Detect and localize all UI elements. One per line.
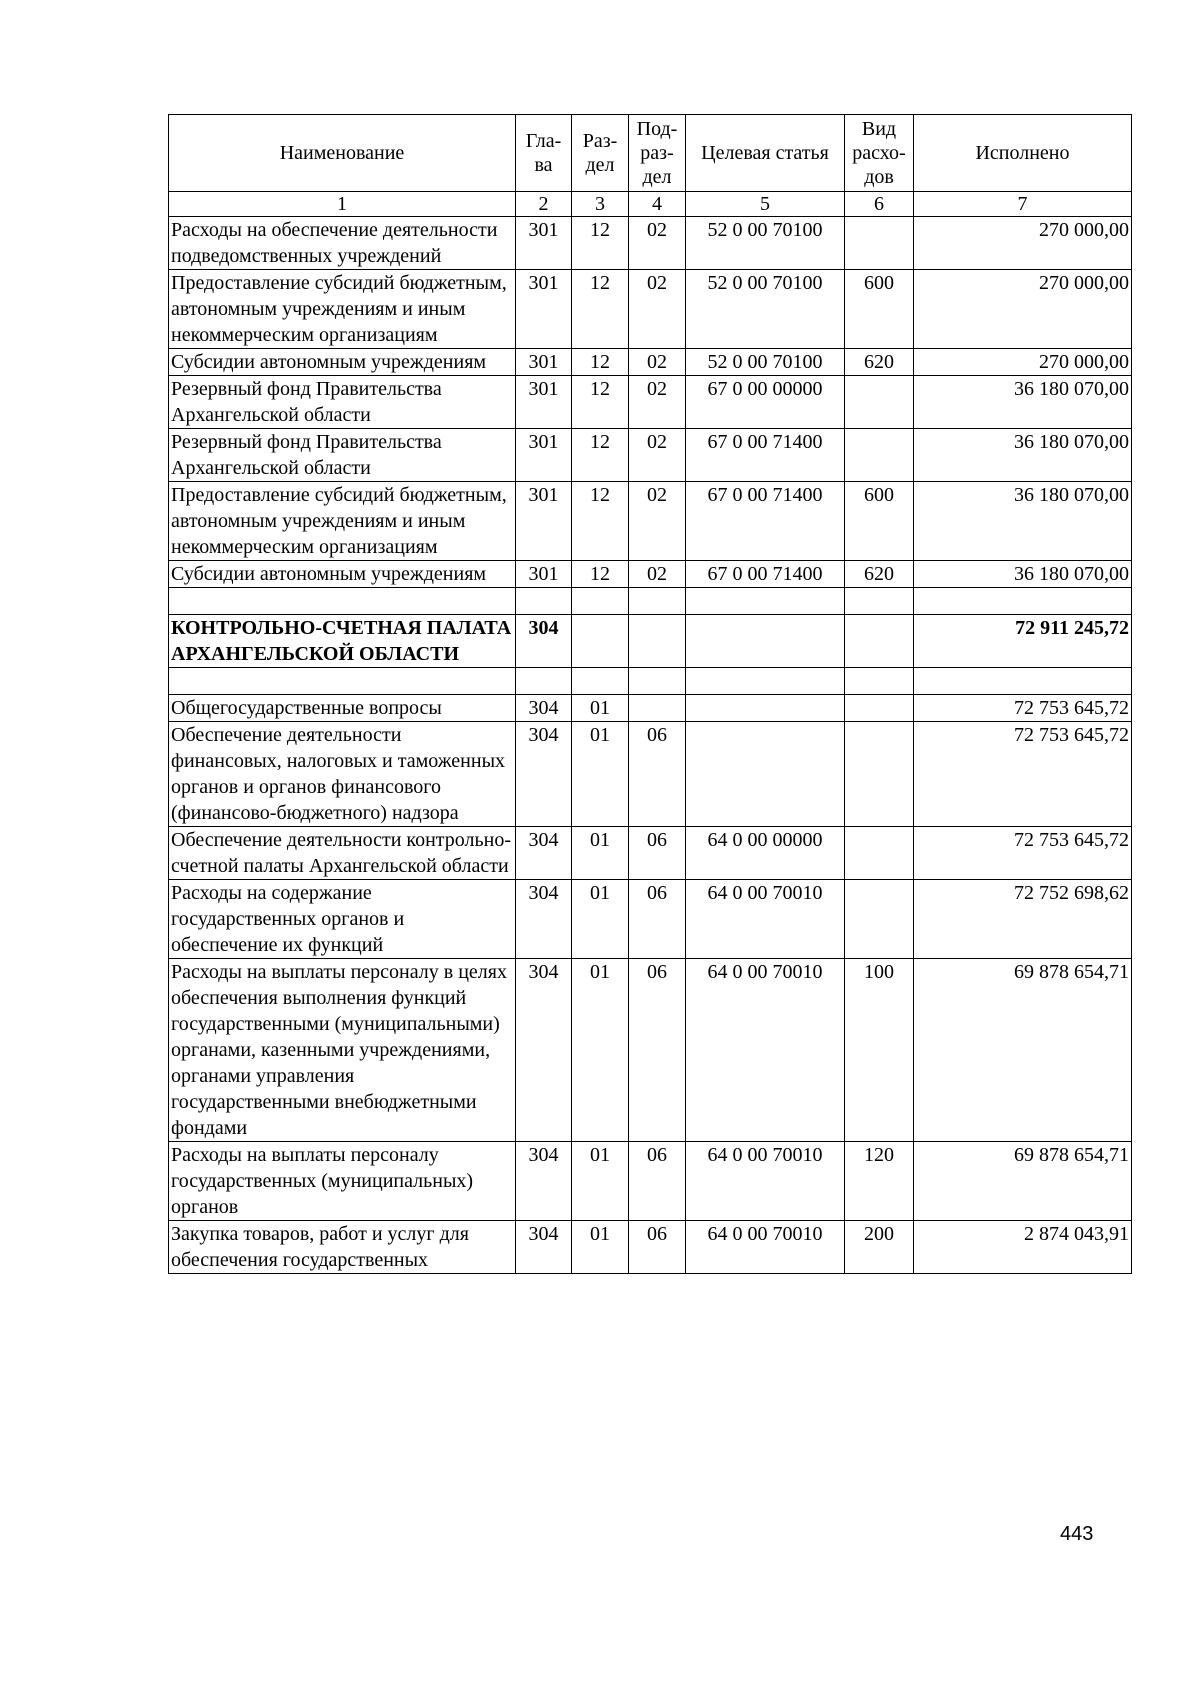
cell-subsection: 02 — [629, 429, 686, 482]
cell-name: Расходы на обеспечение деятельности подведомственных учреждений — [169, 217, 516, 270]
table-row — [169, 695, 1132, 722]
cell-chapter: 301 — [516, 482, 572, 561]
cell-section — [572, 615, 629, 668]
cell-name: КОНТРОЛЬНО-СЧЕТНАЯ ПАЛАТА АРХАНГЕЛЬСКОЙ ОБЛАСТИ — [169, 615, 516, 668]
column-number: 3 — [572, 192, 629, 217]
cell-target: 64 0 00 70010 — [686, 880, 845, 959]
cell-expense-type — [845, 668, 914, 695]
cell-section: 01 — [572, 880, 629, 959]
table-row — [169, 349, 1132, 376]
cell-chapter: 304 — [516, 695, 572, 722]
cell-executed — [914, 668, 1132, 695]
cell-subsection: 06 — [629, 880, 686, 959]
header-chapter-label: Гла- ва — [525, 130, 562, 176]
cell-target — [686, 615, 845, 668]
table-row — [169, 270, 1132, 349]
cell-chapter — [516, 588, 572, 615]
cell-name: Обеспечение деятельности контрольно-счетной палаты Архангельской области — [169, 827, 516, 880]
page-number: 443 — [1060, 1523, 1094, 1545]
cell-target: 64 0 00 70010 — [686, 1142, 845, 1221]
cell-executed: 36 180 070,00 — [914, 376, 1132, 429]
cell-target: 64 0 00 00000 — [686, 827, 845, 880]
cell-target: 52 0 00 70100 — [686, 349, 845, 376]
cell-section: 12 — [572, 349, 629, 376]
cell-name — [169, 588, 516, 615]
cell-target — [686, 588, 845, 615]
cell-executed: 72 753 645,72 — [914, 827, 1132, 880]
cell-expense-type — [845, 722, 914, 827]
cell-section: 12 — [572, 429, 629, 482]
cell-name: Расходы на выплаты персоналу государственных (муниципальных) органов — [169, 1142, 516, 1221]
cell-subsection: 02 — [629, 561, 686, 588]
table-row — [169, 722, 1132, 827]
cell-executed: 72 911 245,72 — [914, 615, 1132, 668]
cell-name: Резервный фонд Правительства Архангельской области — [169, 429, 516, 482]
cell-chapter: 301 — [516, 429, 572, 482]
cell-name: Расходы на содержание государственных органов и обеспечение их функций — [169, 880, 516, 959]
cell-expense-type: 600 — [845, 482, 914, 561]
header-expense-type-label: Вид расхо- дов — [852, 118, 906, 188]
table-row — [169, 880, 1132, 959]
column-number: 1 — [169, 192, 516, 217]
cell-name: Предоставление субсидий бюджетным, автономным учреждениям и иным некоммерческим организациям — [169, 270, 516, 349]
cell-chapter: 301 — [516, 561, 572, 588]
cell-section: 12 — [572, 376, 629, 429]
cell-chapter: 304 — [516, 1142, 572, 1221]
cell-section: 01 — [572, 1142, 629, 1221]
cell-chapter: 304 — [516, 722, 572, 827]
cell-name: Субсидии автономным учреждениям — [169, 561, 516, 588]
cell-expense-type — [845, 695, 914, 722]
column-number: 7 — [914, 192, 1132, 217]
cell-name: Общегосударственные вопросы — [169, 695, 516, 722]
table-row — [169, 615, 1132, 668]
cell-executed: 72 752 698,62 — [914, 880, 1132, 959]
cell-target: 67 0 00 71400 — [686, 429, 845, 482]
header-target: Целевая статья — [686, 115, 845, 192]
cell-subsection: 02 — [629, 376, 686, 429]
column-number: 2 — [516, 192, 572, 217]
header-subsection-label: Под- раз- дел — [636, 118, 678, 188]
cell-chapter: 301 — [516, 217, 572, 270]
cell-section — [572, 588, 629, 615]
column-number: 4 — [629, 192, 686, 217]
cell-section: 12 — [572, 561, 629, 588]
budget-table — [168, 114, 1132, 1274]
cell-chapter: 301 — [516, 349, 572, 376]
cell-subsection: 02 — [629, 349, 686, 376]
cell-chapter: 304 — [516, 880, 572, 959]
cell-executed: 2 874 043,91 — [914, 1221, 1132, 1274]
cell-chapter: 304 — [516, 615, 572, 668]
header-subsection — [629, 115, 686, 192]
cell-name: Субсидии автономным учреждениям — [169, 349, 516, 376]
cell-expense-type: 620 — [845, 349, 914, 376]
spacer-row — [169, 668, 1132, 695]
cell-executed — [914, 588, 1132, 615]
cell-section — [572, 668, 629, 695]
table-row — [169, 376, 1132, 429]
cell-executed: 36 180 070,00 — [914, 482, 1132, 561]
cell-section: 12 — [572, 270, 629, 349]
cell-name: Резервный фонд Правительства Архангельской области — [169, 376, 516, 429]
header-expense-type — [845, 115, 914, 192]
cell-name: Закупка товаров, работ и услуг для обеспечения государственных — [169, 1221, 516, 1274]
cell-expense-type: 600 — [845, 270, 914, 349]
cell-chapter: 304 — [516, 827, 572, 880]
cell-target: 52 0 00 70100 — [686, 217, 845, 270]
header-executed: Исполнено — [914, 115, 1132, 192]
cell-subsection — [629, 668, 686, 695]
cell-executed: 69 878 654,71 — [914, 959, 1132, 1142]
cell-subsection: 06 — [629, 1142, 686, 1221]
header-row — [169, 115, 1132, 192]
cell-expense-type — [845, 376, 914, 429]
cell-executed: 270 000,00 — [914, 270, 1132, 349]
cell-subsection — [629, 615, 686, 668]
header-chapter — [516, 115, 572, 192]
cell-target: 67 0 00 71400 — [686, 482, 845, 561]
cell-executed: 36 180 070,00 — [914, 561, 1132, 588]
cell-executed: 72 753 645,72 — [914, 722, 1132, 827]
cell-subsection: 06 — [629, 722, 686, 827]
cell-target: 67 0 00 71400 — [686, 561, 845, 588]
cell-expense-type: 620 — [845, 561, 914, 588]
table-row — [169, 1221, 1132, 1274]
table-row — [169, 429, 1132, 482]
cell-expense-type: 100 — [845, 959, 914, 1142]
cell-expense-type: 200 — [845, 1221, 914, 1274]
column-number: 5 — [686, 192, 845, 217]
cell-name: Расходы на выплаты персоналу в целях обеспечения выполнения функций государственными (муниципальными) органами, казенными учреждениями, органами управления государственными внебюджетными фондами — [169, 959, 516, 1142]
cell-subsection — [629, 695, 686, 722]
cell-executed: 36 180 070,00 — [914, 429, 1132, 482]
header-section-label: Раз- дел — [582, 130, 618, 176]
cell-expense-type — [845, 217, 914, 270]
cell-chapter: 301 — [516, 270, 572, 349]
cell-chapter — [516, 668, 572, 695]
table-row — [169, 1142, 1132, 1221]
cell-expense-type — [845, 880, 914, 959]
cell-target: 67 0 00 00000 — [686, 376, 845, 429]
header-name: Наименование — [169, 115, 516, 192]
cell-executed: 72 753 645,72 — [914, 695, 1132, 722]
cell-expense-type — [845, 827, 914, 880]
cell-name: Обеспечение деятельности финансовых, налоговых и таможенных органов и органов финансового (финансово-бюджетного) надзора — [169, 722, 516, 827]
cell-section: 01 — [572, 722, 629, 827]
cell-chapter: 304 — [516, 1221, 572, 1274]
cell-name: Предоставление субсидий бюджетным, автономным учреждениям и иным некоммерческим организациям — [169, 482, 516, 561]
cell-target: 52 0 00 70100 — [686, 270, 845, 349]
cell-name — [169, 668, 516, 695]
cell-chapter: 301 — [516, 376, 572, 429]
cell-expense-type — [845, 588, 914, 615]
cell-executed: 270 000,00 — [914, 217, 1132, 270]
cell-subsection: 06 — [629, 827, 686, 880]
cell-subsection: 02 — [629, 482, 686, 561]
cell-chapter: 304 — [516, 959, 572, 1142]
cell-target — [686, 695, 845, 722]
table-row — [169, 959, 1132, 1142]
spacer-row — [169, 588, 1132, 615]
cell-expense-type — [845, 429, 914, 482]
cell-section: 01 — [572, 1221, 629, 1274]
cell-expense-type: 120 — [845, 1142, 914, 1221]
cell-target — [686, 722, 845, 827]
table-row — [169, 217, 1132, 270]
cell-section: 01 — [572, 695, 629, 722]
cell-section: 01 — [572, 959, 629, 1142]
table-body — [169, 217, 1132, 1274]
table-row — [169, 561, 1132, 588]
cell-executed: 69 878 654,71 — [914, 1142, 1132, 1221]
cell-subsection: 06 — [629, 959, 686, 1142]
column-number-row — [169, 192, 1132, 217]
cell-subsection — [629, 588, 686, 615]
cell-section: 12 — [572, 482, 629, 561]
cell-target — [686, 668, 845, 695]
cell-section: 01 — [572, 827, 629, 880]
cell-subsection: 02 — [629, 270, 686, 349]
table-row — [169, 482, 1132, 561]
cell-target: 64 0 00 70010 — [686, 959, 845, 1142]
cell-expense-type — [845, 615, 914, 668]
cell-subsection: 02 — [629, 217, 686, 270]
column-number: 6 — [845, 192, 914, 217]
table-row — [169, 827, 1132, 880]
cell-target: 64 0 00 70010 — [686, 1221, 845, 1274]
header-section — [572, 115, 629, 192]
cell-executed: 270 000,00 — [914, 349, 1132, 376]
cell-section: 12 — [572, 217, 629, 270]
cell-subsection: 06 — [629, 1221, 686, 1274]
